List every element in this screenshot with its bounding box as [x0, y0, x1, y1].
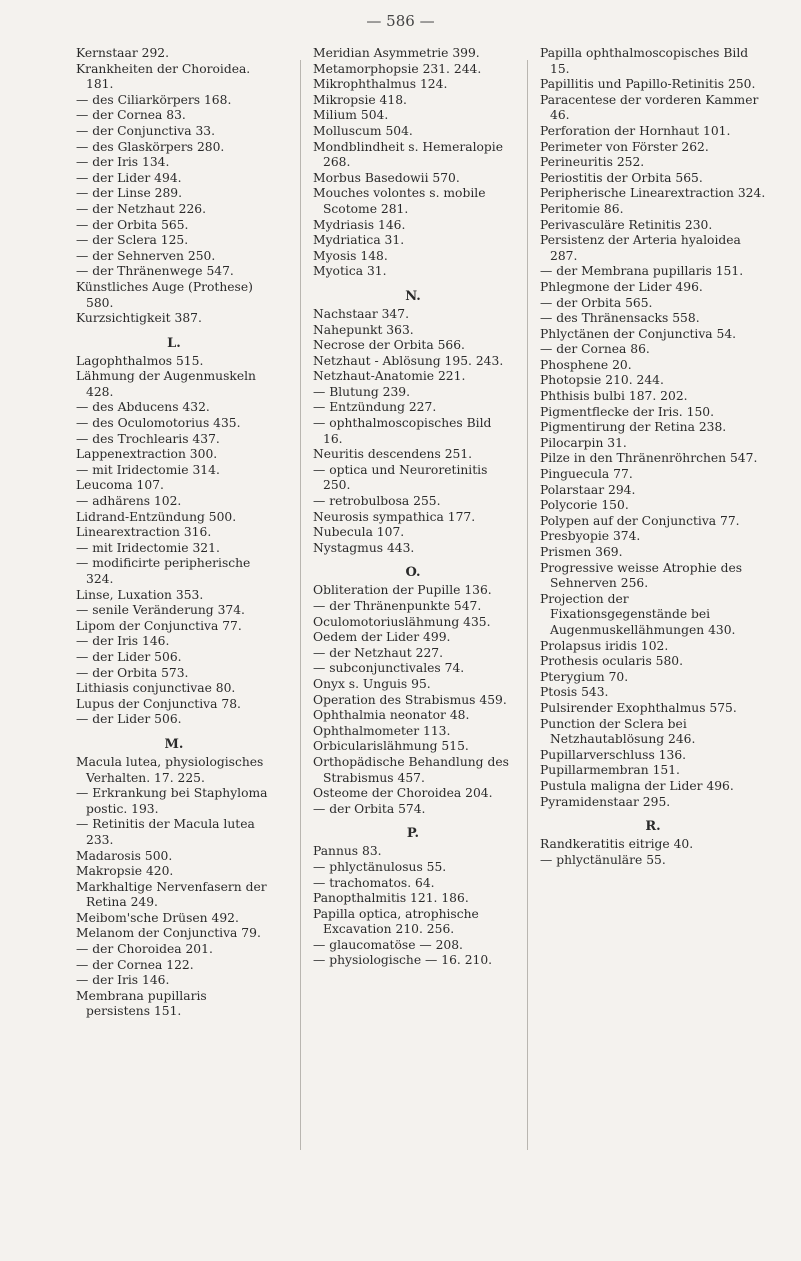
index-entry: — des Oculomotorius 435.	[76, 416, 241, 431]
index-entry: Papilla optica, atrophische Excavation 210. 256.	[313, 906, 479, 937]
index-entry: Mikrophthalmus 124.	[313, 77, 448, 92]
index-entry: Peritomie 86.	[540, 201, 624, 216]
index-entry: — der Membrana pupillaris 151.	[540, 264, 744, 279]
index-entry: Krankheiten der Choroidea. 181.	[76, 61, 251, 92]
index-entry: — des Trochlearis 437.	[76, 431, 220, 446]
index-entry: — der Cornea 83.	[76, 108, 186, 123]
index-entry: — Entzündung 227.	[313, 400, 437, 415]
index-entry: Nahepunkt 363.	[313, 322, 414, 337]
index-entry: Pilze in den Thränenröhrchen 547.	[540, 451, 758, 466]
index-entry: Photopsie 210. 244.	[540, 373, 664, 388]
index-entry: — Blutung 239.	[313, 384, 411, 399]
index-entry: Perivasculäre Retinitis 230.	[540, 217, 713, 232]
index-entry: Pannus 83.	[313, 844, 382, 859]
index-entry: — Erkrankung bei Staphyloma postic. 193.	[76, 786, 268, 816]
index-entry: Mydriatica 31.	[313, 233, 405, 248]
index-entry: Linse, Luxation 353.	[76, 587, 204, 602]
index-entry: Phthisis bulbi 187. 202.	[540, 389, 688, 404]
index-entry: Polycorie 150.	[540, 498, 629, 513]
index-entry: Milium 504.	[313, 108, 389, 123]
index-entry: Lagophthalmos 515.	[76, 353, 204, 368]
index-entry: Membrana pupillaris persistens 151.	[76, 988, 207, 1019]
index-entry: Progressive weisse Atrophie des Sehnerven 256.	[540, 560, 743, 591]
index-entry: Persistenz der Arteria hyaloidea 287.	[540, 233, 741, 263]
index-entry: Nubecula 107.	[313, 525, 405, 540]
index-entry: Osteome der Choroidea 204.	[313, 786, 493, 801]
index-entry: Metamorphopsie 231. 244.	[313, 61, 482, 76]
index-entry: Neuritis descendens 251.	[313, 447, 473, 462]
index-entry: Netzhaut - Ablösung 195. 243.	[313, 353, 504, 368]
index-entry: Meibom'sche Drüsen 492.	[76, 910, 239, 925]
index-entry: Ophthalmometer 113.	[313, 723, 451, 738]
index-entry: Nystagmus 443.	[313, 540, 415, 555]
index-entry: Mouches volontes s. mobile Scotome 281.	[313, 186, 486, 216]
index-entry: — physiologische — 16. 210.	[313, 953, 493, 968]
index-entry: Lidrand-Entzündung 500.	[76, 509, 237, 524]
index-entry: Kernstaar 292.	[76, 46, 170, 60]
index-entry: — retrobulbosa 255.	[313, 494, 441, 509]
index-column-2	[313, 46, 513, 969]
index-entry: Mikropsie 418.	[313, 92, 407, 107]
index-entry: Linearextraction 316.	[76, 525, 212, 540]
index-entry: — mit Iridectomie 321.	[76, 540, 220, 555]
index-entry: Ptosis 543.	[540, 685, 609, 700]
section-letter: L.	[167, 335, 181, 351]
section-letter: N.	[405, 288, 421, 304]
index-entry: Randkeratitis eitrige 40.	[540, 837, 694, 852]
index-entry: Kurzsichtigkeit 387.	[76, 311, 202, 326]
index-entry: Perineuritis 252.	[540, 155, 645, 170]
index-entry: Polarstaar 294.	[540, 482, 636, 497]
index-entry: — phlyctänuläre 55.	[540, 852, 666, 867]
index-entry: Neurosis sympathica 177.	[313, 509, 476, 524]
index-entry: Künstliches Auge (Prothese) 580.	[76, 279, 253, 310]
index-entry: Prothesis ocularis 580.	[540, 654, 684, 669]
section-letter: M.	[164, 736, 184, 752]
index-entry: — der Orbita 573.	[76, 665, 189, 680]
index-entry: Polypen auf der Conjunctiva 77.	[540, 513, 740, 528]
index-entry: Nachstaar 347.	[313, 306, 409, 321]
index-entry: Orbicularislähmung 515.	[313, 739, 469, 754]
index-entry: Operation des Strabismus 459.	[313, 692, 507, 707]
index-entry: — der Cornea 86.	[540, 342, 650, 357]
index-entry: Phlegmone der Lider 496.	[540, 279, 703, 294]
index-entry: — der Iris 134.	[76, 155, 170, 170]
section-letter: P.	[406, 826, 420, 842]
index-entry: Papillitis und Papillo-Retinitis 250.	[540, 77, 756, 92]
index-entry: — der Lider 506.	[76, 712, 182, 727]
index-entry: Morbus Basedowii 570.	[313, 170, 460, 185]
index-entry: — der Thränenwege 547.	[76, 264, 234, 279]
index-entry: — der Lider 494.	[76, 170, 182, 185]
index-entry: — der Thränenpunkte 547.	[313, 599, 482, 613]
index-entry: Pinguecula 77.	[540, 467, 633, 482]
index-entry: Pterygium 70.	[540, 669, 629, 684]
index-entry: Pigmentirung der Retina 238.	[540, 420, 727, 435]
index-column-1	[76, 46, 272, 1020]
index-entry: Pustula maligna der Lider 496.	[540, 778, 734, 793]
index-entry: Perforation der Hornhaut 101.	[540, 123, 731, 138]
index-entry: Periostitis der Orbita 565.	[540, 170, 703, 185]
index-entry: — Retinitis der Macula lutea 233.	[76, 817, 255, 847]
index-entry: — des Ciliarkörpers 168.	[76, 92, 232, 107]
index-entry: Pupillarverschluss 136.	[540, 747, 687, 762]
index-entry: Myotica 31.	[313, 264, 387, 279]
index-entry: Papilla ophthalmoscopisches Bild 15.	[540, 46, 749, 76]
index-entry: Ophthalmia neonator 48.	[313, 708, 470, 723]
index-entry: — der Sclera 125.	[76, 233, 189, 248]
index-entry: — des Abducens 432.	[76, 400, 210, 415]
index-entry: — mit Iridectomie 314.	[76, 462, 220, 477]
index-entry: — der Lider 506.	[76, 649, 182, 664]
index-entry: Makropsie 420.	[76, 864, 174, 879]
index-entry: — ophthalmoscopisches Bild 16.	[313, 416, 492, 446]
index-entry: Pigmentflecke der Iris. 150.	[540, 404, 714, 419]
index-entry: Oculomotoriuslähmung 435.	[313, 614, 491, 629]
index-entry: Pulsirender Exophthalmus 575.	[540, 700, 737, 715]
index-entry: — phlyctänulosus 55.	[313, 859, 447, 874]
index-entry: Lipom der Conjunctiva 77.	[76, 618, 242, 633]
index-entry: — optica und Neuroretinitis 250.	[313, 462, 488, 493]
index-entry: Markhaltige Nervenfasern der Retina 249.	[76, 879, 267, 910]
index-entry: — trachomatos. 64.	[313, 875, 435, 890]
index-entry: Orthopädische Behandlung des Strabismus 457.	[313, 754, 509, 785]
section-letter: R.	[645, 819, 661, 835]
index-entry: Prolapsus iridis 102.	[540, 638, 669, 653]
index-entry: Lappenextraction 300.	[76, 447, 218, 462]
index-entry: Oedem der Lider 499.	[313, 630, 451, 645]
index-entry: Macula lutea, physiologisches Verhalten. 17. 225.	[76, 754, 264, 785]
index-entry: Mydriasis 146.	[313, 217, 406, 232]
index-entry: — adhärens 102.	[76, 494, 182, 509]
index-entry: — der Linse 289.	[76, 186, 183, 201]
index-entry: Netzhaut-Anatomie 221.	[313, 369, 466, 384]
index-entry: Lähmung der Augenmuskeln 428.	[76, 369, 256, 399]
index-entry: Peripherische Linearextraction 324.	[540, 186, 766, 201]
index-entry: Molluscum 504.	[313, 123, 413, 138]
index-entry: — der Orbita 565.	[540, 295, 653, 310]
index-entry: — der Cornea 122.	[76, 957, 194, 972]
column-divider	[527, 60, 528, 1150]
index-entry: Obliteration der Pupille 136.	[313, 583, 492, 598]
index-entry: Melanom der Conjunctiva 79.	[76, 926, 261, 941]
index-entry: Prismen 369.	[540, 545, 623, 559]
index-entry: — der Sehnerven 250.	[76, 248, 216, 263]
column-divider	[300, 60, 301, 1150]
index-entry: Mondblindheit s. Hemeralopie 268.	[313, 139, 503, 170]
index-entry: Pyramidenstaar 295.	[540, 794, 671, 809]
index-entry: Punction der Sclera bei Netzhautablösung 246.	[540, 716, 696, 747]
index-entry: — der Choroidea 201.	[76, 942, 213, 957]
index-entry: Pupillarmembran 151.	[540, 763, 680, 778]
index-entry: Meridian Asymmetrie 399.	[313, 46, 480, 60]
index-entry: — des Glaskörpers 280.	[76, 139, 225, 154]
index-entry: Lithiasis conjunctivae 80.	[76, 681, 236, 696]
index-entry: Madarosis 500.	[76, 848, 173, 863]
index-entry: — der Orbita 574.	[313, 801, 426, 816]
index-entry: Leucoma 107.	[76, 478, 164, 493]
index-entry: Lupus der Conjunctiva 78.	[76, 696, 241, 711]
index-entry: — des Thränensacks 558.	[540, 311, 700, 326]
index-entry: Perimeter von Förster 262.	[540, 139, 709, 154]
index-entry: — der Orbita 565.	[76, 217, 189, 232]
index-entry: — der Netzhaut 226.	[76, 201, 206, 216]
index-entry: — der Conjunctiva 33.	[76, 123, 216, 138]
index-entry: Panopthalmitis 121. 186.	[313, 891, 469, 906]
index-entry: Phlyctänen der Conjunctiva 54.	[540, 326, 737, 341]
index-entry: — der Iris 146.	[76, 973, 170, 988]
index-entry: Pilocarpin 31.	[540, 435, 627, 450]
index-entry: — modificirte peripherische 324.	[76, 556, 251, 586]
index-entry: — glaucomatöse — 208.	[313, 937, 463, 952]
index-entry: Phosphene 20.	[540, 357, 632, 372]
index-entry: Presbyopie 374.	[540, 529, 641, 544]
section-letter: O.	[405, 565, 421, 581]
index-entry: Paracentese der vorderen Kammer 46.	[540, 92, 759, 123]
index-entry: Onyx s. Unguis 95.	[313, 676, 431, 691]
index-entry: Projection der Fixationsgegenstände bei Augenmuskellähmungen 430.	[540, 591, 736, 637]
index-column-3	[540, 46, 766, 868]
index-entry: — subconjunctivales 74.	[313, 661, 465, 676]
index-entry: Necrose der Orbita 566.	[313, 338, 465, 353]
index-entry: — der Netzhaut 227.	[313, 645, 443, 660]
page-number: — 586 —	[366, 12, 435, 30]
index-entry: Myosis 148.	[313, 248, 388, 263]
index-entry: — senile Veränderung 374.	[76, 603, 245, 618]
index-entry: — der Iris 146.	[76, 634, 170, 649]
